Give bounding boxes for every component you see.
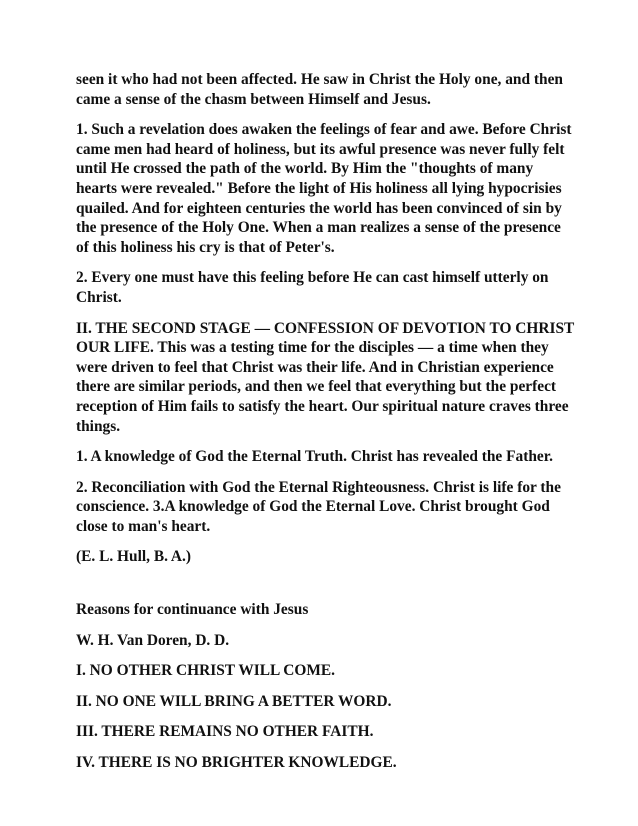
paragraph-revelation: 1. Such a revelation does awaken the feelings of fear and awe. Before Christ came men had heard of holiness, but its awful presence was never fully felt until He crossed the path of the world. By Him the "thoughts of many hearts were revealed." Before the light of His holiness all lying hypocrisies quailed. And for eighteen centuries the world has been convinced of sin by the presence of the Holy One. When a man realizes a sense of the presence of this holiness his cry is that of Peter's. (76, 121, 572, 256)
document-page (76, 70, 576, 784)
section-author: W. H. Van Doren, D. D. (76, 631, 230, 649)
paragraph-reconciliation: 2. Reconciliation with God the Eternal Righteousness. Christ is life for the conscience. 3.A knowledge of God the Eternal Love. Christ brought God close to man's heart. (76, 478, 561, 535)
section-spacer (76, 578, 576, 600)
paragraph-every-one: 2. Every one must have this feeling before He can cast himself utterly on Christ. (76, 269, 549, 306)
point-item: III. THERE REMAINS NO OTHER FAITH. (76, 723, 374, 741)
point-item: II. NO ONE WILL BRING A BETTER WORD. (76, 692, 392, 710)
point-item: IV. THERE IS NO BRIGHTER KNOWLEDGE. (76, 754, 397, 772)
paragraph-continuation: seen it who had not been affected. He saw in Christ the Holy one, and then came a sense of the chasm between Himself and Jesus. (76, 71, 563, 108)
paragraph-knowledge-truth: 1. A knowledge of God the Eternal Truth. Christ has revealed the Father. (76, 448, 553, 466)
paragraph-second-stage: II. THE SECOND STAGE — CONFESSION OF DEVOTION TO CHRIST OUR LIFE. This was a testing time for the disciples — a time when they were driven to feel that Christ was their life. And in Christian experience there are similar periods, and then we feel that everything but the perfect reception of Him fails to satisfy the heart. Our spiritual nature craves three things. (76, 319, 575, 435)
citation-author: (E. L. Hull, B. A.) (76, 548, 192, 566)
point-item: I. NO OTHER CHRIST WILL COME. (76, 662, 335, 680)
section-title: Reasons for continuance with Jesus (76, 601, 309, 619)
